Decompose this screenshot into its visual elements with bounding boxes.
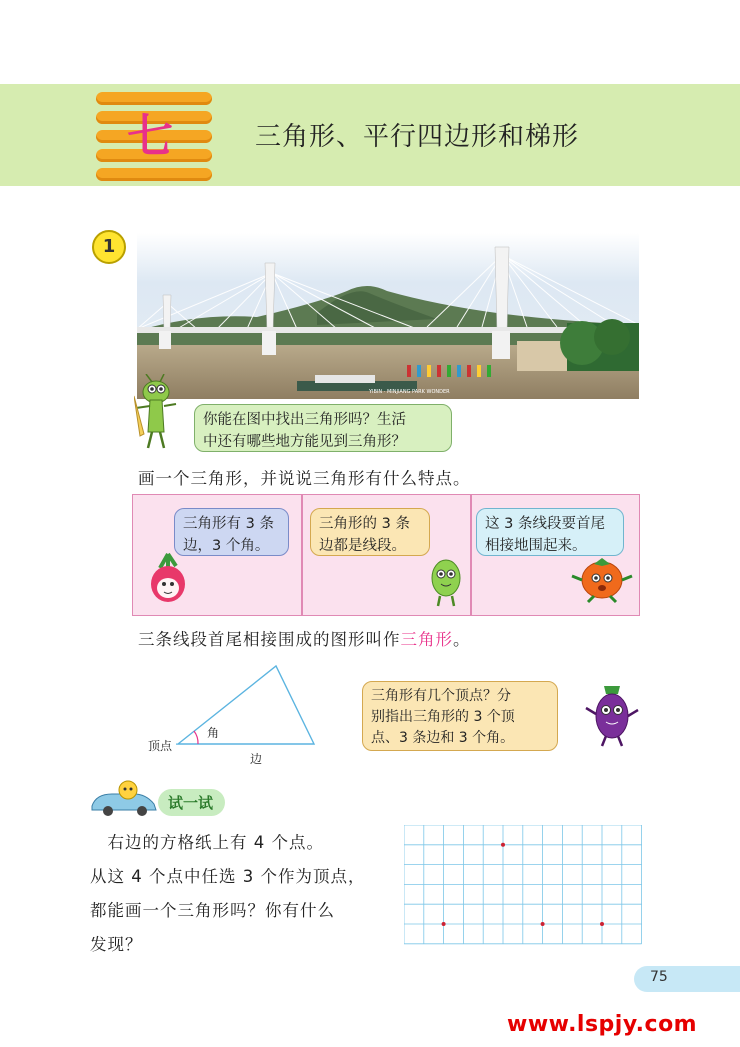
grid-paper — [404, 825, 642, 945]
example-number-badge: 1 — [92, 230, 126, 264]
try-it-text — [90, 826, 390, 962]
bubble-line: 相接地围起来。 — [485, 538, 587, 554]
grid-point — [501, 843, 505, 847]
banner-stripe — [96, 92, 212, 105]
try-it-label: 试一试 — [158, 789, 225, 816]
question-speech-bubble — [194, 404, 452, 452]
vertex-label: 顶点 — [148, 739, 173, 753]
triangle-definition — [138, 626, 471, 650]
bubble-line: 三角形有几个顶点？分 — [371, 688, 511, 704]
page-number: 75 — [650, 969, 668, 985]
photo-sign-text: YIBIN · MINJIANG PARK WONDER — [369, 389, 450, 395]
try-line: 右边的方格纸上有 4 个点。 — [90, 833, 324, 852]
chapter-title: 三角形、平行四边形和梯形 — [255, 122, 580, 152]
try-line: 从这 4 个点中任选 3 个作为顶点， — [90, 867, 366, 886]
bubble-line: 三角形有 3 条 — [183, 516, 274, 532]
triangle-shape — [178, 666, 314, 744]
definition-end: 。 — [453, 630, 471, 649]
bubble-line: 这 3 条线段要首尾 — [485, 516, 605, 532]
question-line: 中还有哪些地方能见到三角形？ — [203, 434, 406, 450]
idea-bubble-radish — [174, 508, 289, 556]
definition-text: 三条线段首尾相接围成的图形叫作 — [138, 630, 401, 649]
banner-stripe — [96, 168, 212, 181]
chapter-number: 七 — [127, 109, 173, 163]
grid-point — [442, 922, 446, 926]
idea-bubble-tomato — [476, 508, 624, 556]
site-watermark: www.lspjy.com — [507, 1012, 698, 1037]
mango-mascot-icon — [426, 556, 466, 608]
table-divider — [301, 495, 303, 615]
bubble-line: 边都是线段。 — [319, 538, 406, 554]
table-divider — [470, 495, 472, 615]
definition-term: 三角形 — [400, 630, 453, 649]
side-label: 边 — [250, 752, 263, 766]
grid-point — [541, 922, 545, 926]
question-line: 你能在图中找出三角形吗？生活 — [203, 412, 406, 428]
car-mascot-icon — [88, 780, 160, 818]
idea-bubble-mango — [310, 508, 430, 556]
grasshopper-mascot-icon — [134, 374, 184, 450]
angle-label: 角 — [207, 726, 220, 740]
bridge-photo — [137, 233, 639, 399]
bubble-line: 别指出三角形的 3 个顶 — [371, 709, 515, 725]
try-line: 都能画一个三角形吗？你有什么 — [90, 901, 335, 920]
draw-instruction: 画一个三角形，并说说三角形有什么特点。 — [138, 469, 471, 488]
try-line: 发现？ — [90, 935, 143, 954]
bubble-line: 边，3 个角。 — [183, 538, 270, 554]
bubble-line: 三角形的 3 条 — [319, 516, 410, 532]
eggplant-mascot-icon — [584, 680, 640, 748]
grid-point — [600, 922, 604, 926]
vertex-question-bubble — [362, 681, 558, 751]
angle-arc — [194, 731, 198, 744]
radish-mascot-icon — [146, 552, 190, 606]
bubble-line: 点、3 条边和 3 个角。 — [371, 730, 515, 746]
tomato-mascot-icon — [570, 556, 634, 604]
